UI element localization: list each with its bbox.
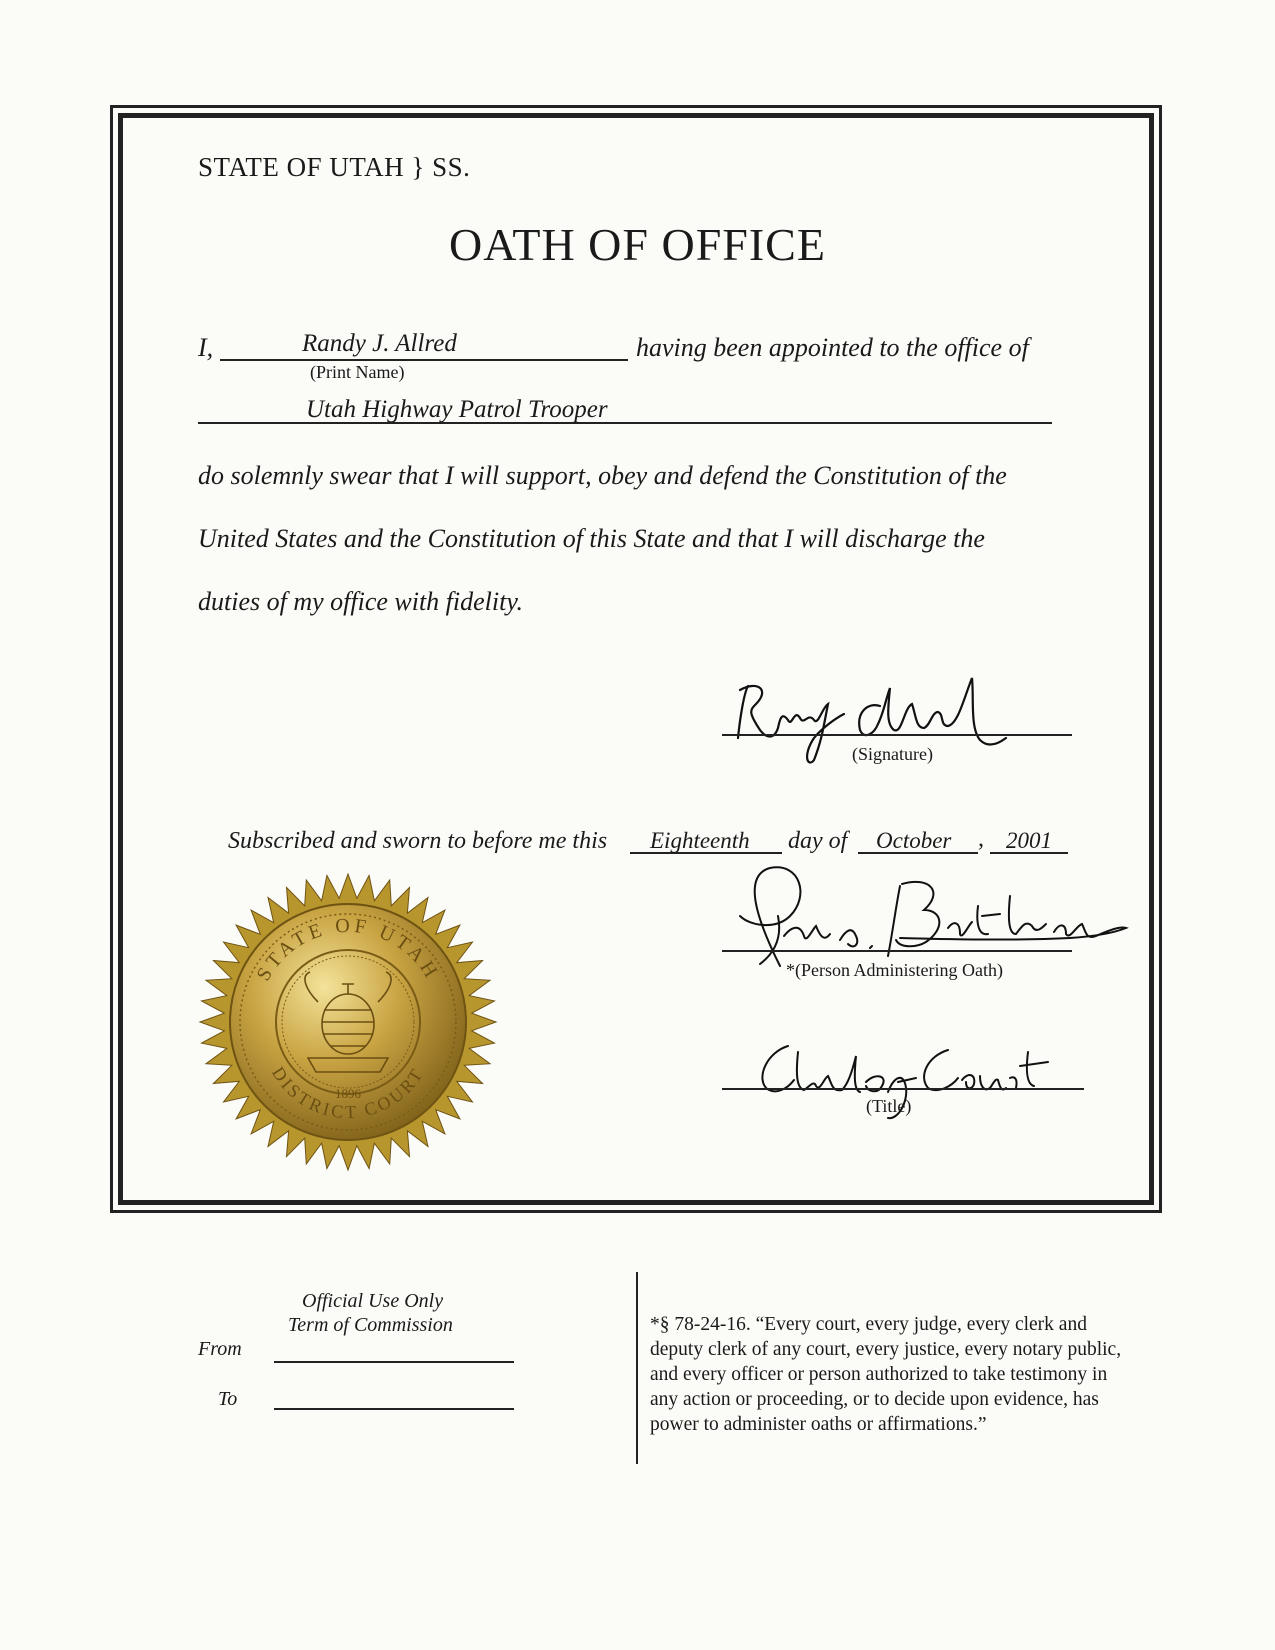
to-field-line (274, 1408, 514, 1410)
signature-caption: (Signature) (852, 744, 933, 764)
administrator-underline (722, 950, 1072, 952)
date-comma: , (978, 826, 984, 852)
seal-bottom-text: DISTRICT COURT (268, 1063, 428, 1123)
printed-name-value: Randy J. Allred (302, 330, 457, 357)
administrator-signature (720, 856, 1140, 976)
title-caption: (Title) (866, 1096, 912, 1116)
footer-divider (636, 1272, 638, 1464)
page-title: OATH OF OFFICE (449, 219, 826, 270)
seal-top-text: STATE OF UTAH (252, 914, 444, 985)
to-label: To (218, 1388, 238, 1410)
day-of-text: day of (788, 828, 848, 854)
subscribed-prefix: Subscribed and sworn to before me this (228, 828, 608, 854)
year-value: 2001 (1006, 828, 1052, 853)
day-value: Eighteenth (650, 828, 750, 853)
term-of-commission-label: Term of Commission (288, 1314, 453, 1336)
print-name-caption: (Print Name) (310, 362, 405, 382)
name-underline (220, 359, 628, 361)
oath-text-line-3: duties of my office with fidelity. (198, 587, 523, 616)
gold-court-seal (198, 872, 498, 1172)
state-heading: STATE OF UTAH } SS. (198, 152, 471, 182)
from-label: From (198, 1338, 242, 1360)
title-underline (722, 1088, 1084, 1090)
seal-ribbon-text: 1896 (335, 1086, 361, 1101)
appointed-text: having been appointed to the office of (636, 333, 1029, 362)
office-value: Utah Highway Patrol Trooper (306, 396, 608, 423)
signature-underline (722, 734, 1072, 736)
oath-prefix: I, (198, 333, 214, 362)
oath-text-line-1: do solemnly swear that I will support, obey and defend the Constitution of the (198, 461, 1007, 490)
oath-text-line-2: United States and the Constitution of this State and that I will discharge the (198, 524, 985, 553)
from-field-line (274, 1361, 514, 1363)
statute-text: *§ 78-24-16. “Every court, every judge, every clerk and deputy clerk of any court, every justice, every notary public, and every officer or person authorized to take testimony in any action or proceeding, or to decide upon evidence, has power to administer oaths or affirmations.” (650, 1314, 1122, 1435)
administrator-caption: *(Person Administering Oath) (786, 960, 1003, 980)
month-value: October (876, 828, 952, 853)
official-use-label: Official Use Only (302, 1290, 444, 1312)
